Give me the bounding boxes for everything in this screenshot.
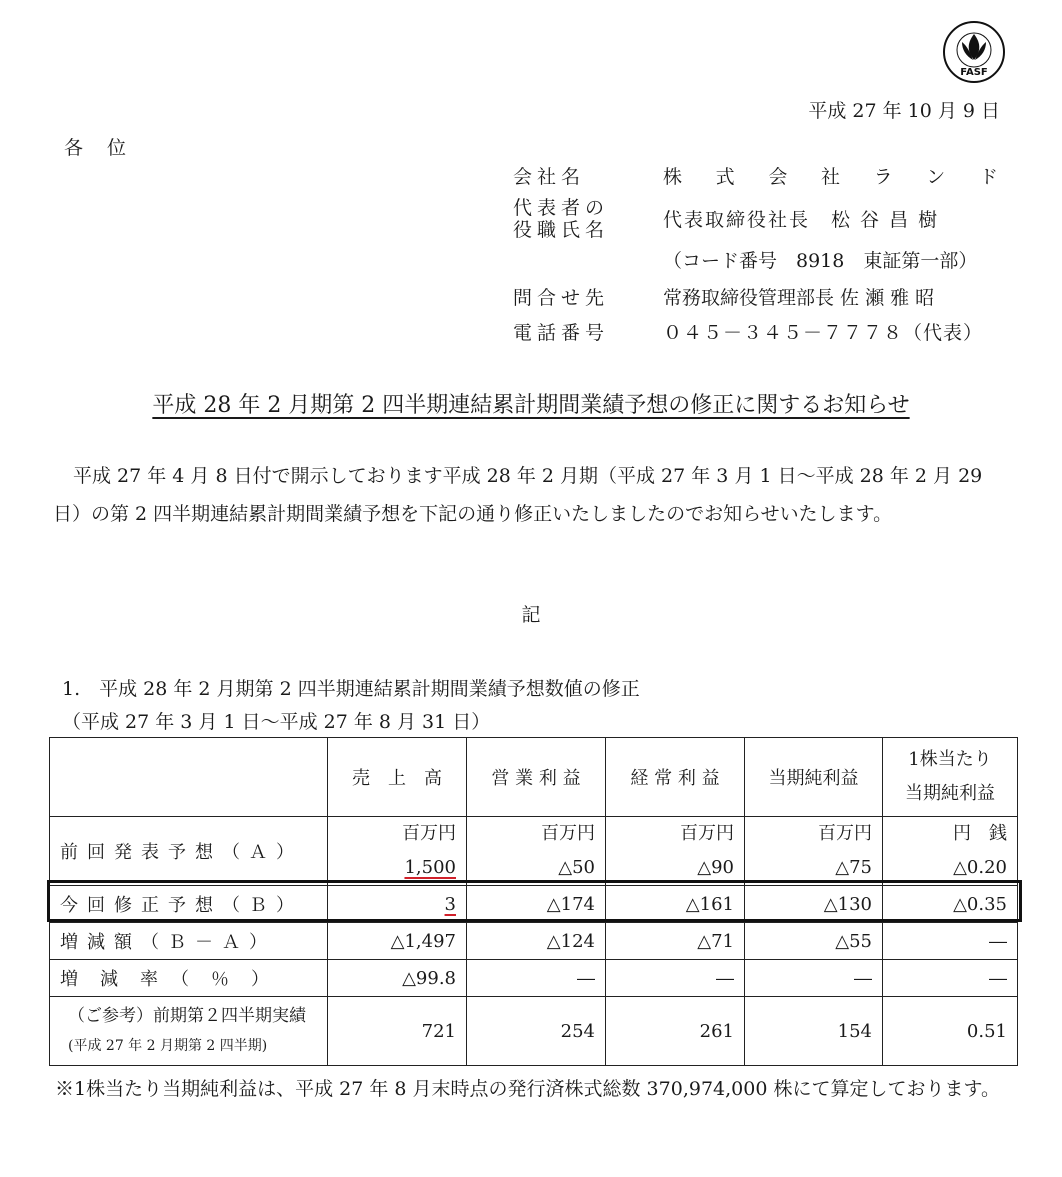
document-title: 平成 28 年 2 月期第 2 四半期連結累計期間業績予想の修正に関するお知らせ — [152, 393, 910, 418]
fasf-logo — [942, 20, 1006, 84]
ki-marker: 記 — [521, 604, 541, 626]
forecast-table — [49, 737, 1018, 1066]
section-period: （平成 27 年 3 月 1 日～平成 27 年 8 月 31 日） — [62, 711, 491, 733]
cell: 百万円 △75 — [745, 817, 883, 886]
row-label-previous: 前回発表予想（Ａ） — [50, 817, 328, 886]
table-header-blank — [50, 738, 328, 817]
table-row — [50, 997, 1018, 1066]
table-row — [50, 886, 1018, 923]
contact-label: 問合せ先 — [513, 287, 610, 309]
phone-label: 電話番号 — [513, 322, 610, 344]
cell: △174 — [467, 886, 606, 923]
row-label-change-rate: 増 減 率 （ ％ ） — [50, 960, 328, 997]
table-row — [50, 817, 1018, 886]
representative-label: 代表者の 役職氏名 — [513, 197, 610, 241]
cell: 0.51 — [883, 997, 1018, 1066]
cell: 261 — [606, 997, 745, 1066]
body-paragraph: 平成 27 年 4 月 8 日付で開示しております平成 28 年 2 月期（平成 27 年 3 月 1 日～平成 28 年 2 月 29 日）の第 2 四半期連結累計期間業績予想を下記の通り修正いたしましたのでお知らせいたします。 — [53, 465, 983, 525]
cell: 百万円 1,500 — [328, 817, 467, 886]
row-label-difference: 増減額（Ｂ－Ａ） — [50, 923, 328, 960]
header-operating-income: 営 業 利 益 — [467, 738, 606, 817]
header-ordinary-income: 経 常 利 益 — [606, 738, 745, 817]
cell: 154 — [745, 997, 883, 1066]
cell: △1,497 — [328, 923, 467, 960]
cell: ― — [883, 960, 1018, 997]
row-label-reference: （ご参考）前期第２四半期実績 (平成 27 年 2 月期第 2 四半期) — [50, 997, 328, 1066]
stock-code-line: （コード番号 8918 東証第一部） — [663, 250, 978, 272]
addressee: 各位 — [64, 137, 151, 159]
cell: ― — [745, 960, 883, 997]
cell: ― — [467, 960, 606, 997]
cell: △124 — [467, 923, 606, 960]
document-date: 平成 27 年 10 月 9 日 — [808, 100, 1000, 122]
company-name-value: 株 式 会 社 ラ ン ド — [663, 166, 998, 188]
cell: △55 — [745, 923, 883, 960]
cell: △161 — [606, 886, 745, 923]
cell: 721 — [328, 997, 467, 1066]
cell: 百万円 △90 — [606, 817, 745, 886]
phone-value: ０４５－３４５－７７７８（代表） — [663, 322, 984, 344]
section-heading: 1. 平成 28 年 2 月期第 2 四半期連結累計期間業績予想数値の修正 — [62, 678, 640, 700]
table-header-row — [50, 738, 1018, 817]
table-row — [50, 960, 1018, 997]
cell: ― — [883, 923, 1018, 960]
cell: △130 — [745, 886, 883, 923]
header-net-sales: 売 上 高 — [328, 738, 467, 817]
cell: △71 — [606, 923, 745, 960]
company-name-label: 会社名 — [513, 166, 586, 188]
table-row — [50, 923, 1018, 960]
header-net-income: 当期純利益 — [745, 738, 883, 817]
cell: 3 — [328, 886, 467, 923]
header-eps: 1株当たり 当期純利益 — [883, 738, 1018, 817]
footnote: ※1株当たり当期純利益は、平成 27 年 8 月末時点の発行済株式総数 370,974,000 株にて算定しております。 — [55, 1078, 1000, 1100]
cell: △99.8 — [328, 960, 467, 997]
contact-value: 常務取締役管理部長 佐 瀬 雅 昭 — [663, 287, 935, 309]
cell: 円 銭 △0.20 — [883, 817, 1018, 886]
row-label-revised: 今回修正予想（Ｂ） — [50, 886, 328, 923]
cell: △0.35 — [883, 886, 1018, 923]
svg-text:FASF: FASF — [960, 67, 988, 78]
cell: ― — [606, 960, 745, 997]
cell: 254 — [467, 997, 606, 1066]
cell: 百万円 △50 — [467, 817, 606, 886]
representative-value: 代表取締役社長 松 谷 昌 樹 — [663, 209, 940, 231]
